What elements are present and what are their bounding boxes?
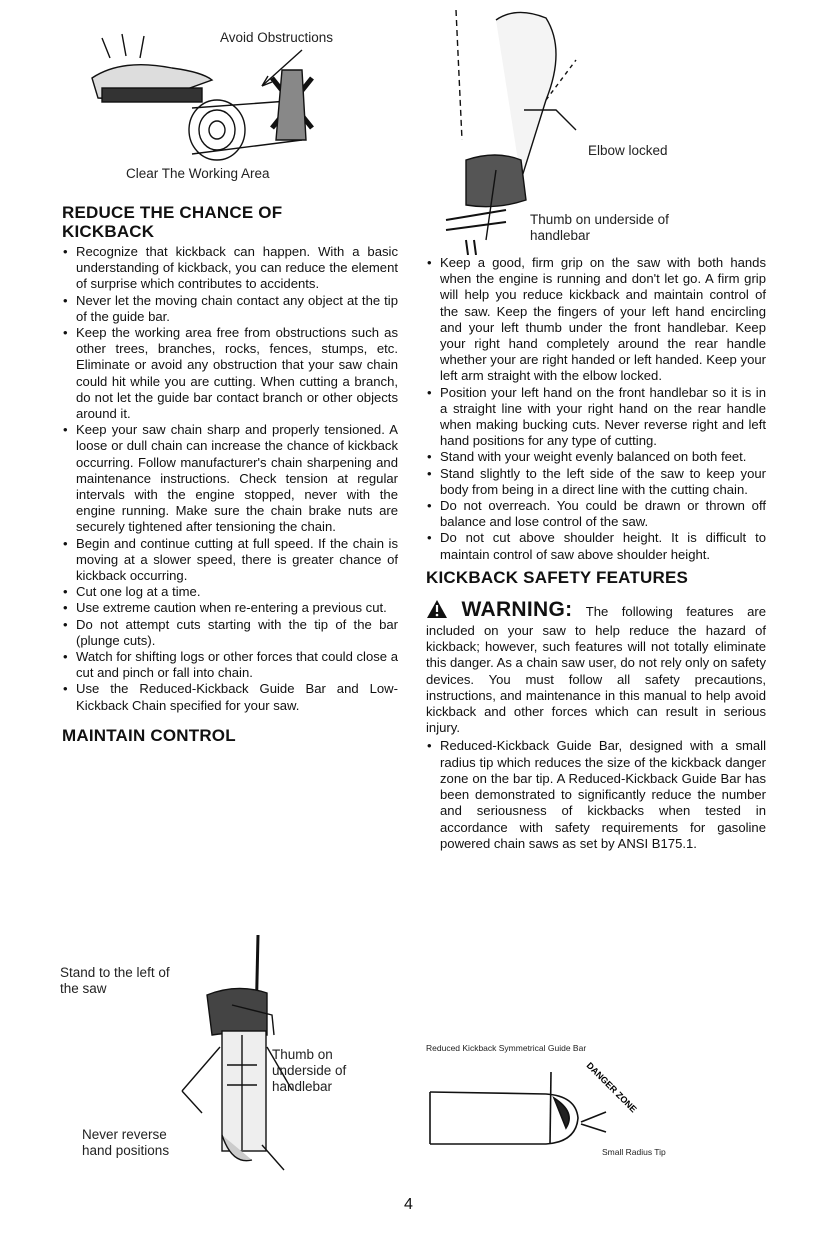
list-item: • Reduced-Kickback Guide Bar, designed with a small radius tip which reduces the size of the kickback danger zone on the bar tip. A Reduced-Kickback Guide Bar has been demonstrated to significantly reduce the number and seriousness of kickbacks when tested in accordance with safety requirements for gasoline powered chain saws as set by ANSI B175.1. [426, 738, 766, 851]
list-item: • Keep your saw chain sharp and properly tensioned. A loose or dull chain can increase the chance of kickback occurring. Follow manufacturer's chain sharpening and maintenance instructions. Check tension at regular intervals with the engine stopped, never with the engine running. Make sure the chain brake nuts are securely tightened after tensioning the chain. [62, 422, 398, 535]
grip-figure [426, 10, 766, 255]
list-item: • Watch for shifting logs or other forces that could close a cut and pinch or fall into chain. [62, 649, 398, 681]
avoid-obstructions-label: Avoid Obstructions [220, 30, 334, 45]
stance-figure [62, 935, 398, 1175]
list-item: • Never let the moving chain contact any object at the tip of the guide bar. [62, 293, 398, 325]
elbow-locked-label: Elbow locked [588, 143, 668, 158]
reduce-kickback-list [62, 244, 398, 714]
small-radius-tip-label: Small Radius Tip [602, 1147, 666, 1157]
grip-thumb-label: Thumb on underside of handlebar [530, 212, 669, 243]
list-item: • Position your left hand on the front handlebar so it is in a straight line with your right hand on the rear handle when making bucking cuts. Never reverse right and left hand positions for any type of cutting. [426, 385, 766, 450]
guide-bar-title: Reduced Kickback Symmetrical Guide Bar [426, 1043, 587, 1053]
list-item: • Keep a good, firm grip on the saw with both hands when the engine is running and don't let go. A firm grip will help you reduce kickback and maintain control of the saw. Keep the fingers of your left hand encircling and your left thumb under the front handlebar. Keep your right hand completely around the rear handle whether your are right handed or left handed. Keep your left arm straight with the elbow locked. [426, 255, 766, 385]
reduce-kickback-section [62, 203, 398, 745]
clear-working-area-label: Clear The Working Area [126, 166, 270, 181]
safety-features-list [426, 738, 766, 851]
warning-label: WARNING: [461, 597, 573, 621]
maintain-control-list [426, 255, 766, 563]
warning-paragraph [426, 599, 766, 737]
list-item: • Keep the working area free from obstructions such as other trees, branches, rocks, fences, stumps, etc. Eliminate or avoid any obstruction that your saw chain could hit while you are cutting. When cutting a branch, do not let the guide bar contact branch or other objects around it. [62, 325, 398, 422]
list-item: • Use extreme caution when re-entering a previous cut. [62, 600, 398, 616]
warning-text: The following features are included on your saw to help reduce the hazard of kickback; however, such features will not totally eliminate this danger. As a chain saw user, do not rely only on safety devices. You must follow all safety precautions, instructions, and maintenance in this manual to help avoid kickback and other forces which can result in serious injury. [426, 603, 766, 736]
reduce-kickback-heading: REDUCE THE CHANCE OF KICKBACK [62, 203, 283, 241]
working-area-illustration [62, 28, 398, 178]
page-number: 4 [404, 1196, 413, 1213]
maintain-control-section [426, 255, 766, 852]
list-item: • Do not cut above shoulder height. It is difficult to maintain control of saw above shoulder height. [426, 530, 766, 562]
list-item: • Begin and continue cutting at full speed. If the chain is moving at a slower speed, there is greater chance of kickback occurring. [62, 536, 398, 585]
list-item: • Stand with your weight evenly balanced on both feet. [426, 449, 766, 465]
guide-bar-illustration [426, 1052, 766, 1162]
stand-left-label: Stand to the left of the saw [60, 965, 170, 996]
list-item: • Recognize that kickback can happen. With a basic understanding of kickback, you can reduce the element of surprise which contributes to accidents. [62, 244, 398, 293]
stance-thumb-label: Thumb on underside of handlebar [272, 1047, 347, 1094]
safety-features-heading: KICKBACK SAFETY FEATURES [426, 567, 689, 587]
list-item: • Cut one log at a time. [62, 584, 398, 600]
maintain-control-heading: MAINTAIN CONTROL [62, 725, 236, 745]
list-item: • Use the Reduced-Kickback Guide Bar and Low-Kickback Chain specified for your saw. [62, 681, 398, 713]
never-reverse-label: Never reverse hand positions [82, 1127, 170, 1158]
list-item: • Do not attempt cuts starting with the tip of the bar (plunge cuts). [62, 617, 398, 649]
danger-zone-label: DANGER ZONE [584, 1060, 639, 1115]
warning-triangle-icon [426, 599, 448, 623]
working-area-figure [62, 28, 398, 188]
guide-bar-figure [426, 1040, 766, 1190]
list-item: • Do not overreach. You could be drawn or thrown off balance and lose control of the saw. [426, 498, 766, 530]
list-item: • Stand slightly to the left side of the saw to keep your body from being in a direct line with the cutting chain. [426, 466, 766, 498]
